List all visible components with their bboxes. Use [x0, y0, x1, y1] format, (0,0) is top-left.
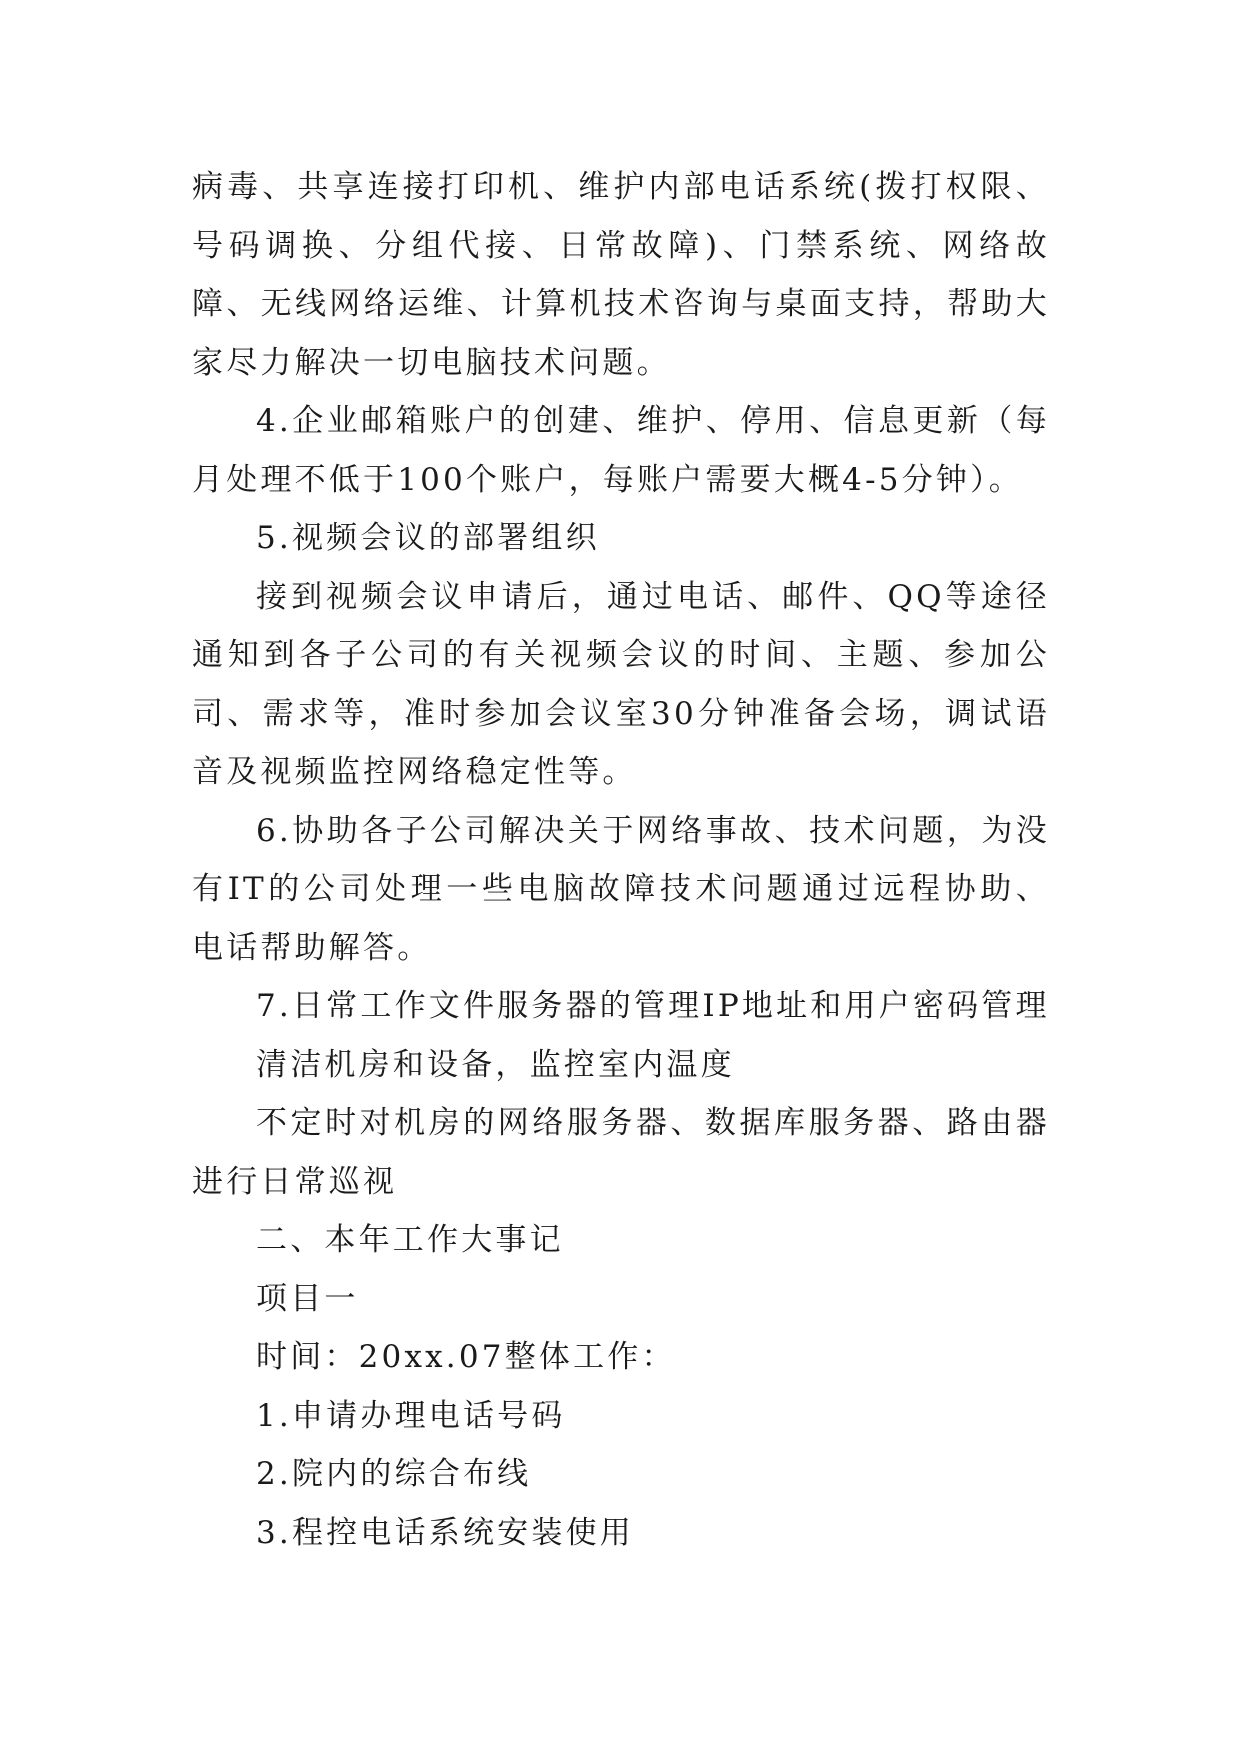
paragraph-item-5-video-conference: 5.视频会议的部署组织 [256, 520, 600, 556]
paragraph-item-4-email-accounts: 4.企业邮箱账户的创建、维护、停用、信息更新（每月处理不低于100个账户，每账户需要大概4-5分钟）。 [192, 403, 1050, 498]
paragraph-patrol-servers: 不定时对机房的网络服务器、数据库服务器、路由器进行日常巡视 [192, 1105, 1050, 1200]
task-item-2: 2.院内的综合布线 [256, 1456, 532, 1492]
paragraph-clean-server-room: 清洁机房和设备，监控室内温度 [256, 1046, 735, 1083]
task-item-1: 1.申请办理电话号码 [256, 1397, 566, 1434]
project-time: 时间：20xx.07整体工作： [256, 1339, 676, 1375]
document-body [192, 158, 1050, 1562]
paragraph-video-conference-detail: 接到视频会议申请后，通过电话、邮件、QQ等途径通知到各子公司的有关视频会议的时间、主题、参加公司、需求等，准时参加会议室30分钟准备会场，调试语音及视频监控网络稳定性等。 [192, 578, 1050, 790]
paragraph-item-7-file-server: 7.日常工作文件服务器的管理IP地址和用户密码管理 [256, 988, 1050, 1024]
paragraph-services-continued: 病毒、共享连接打印机、维护内部电话系统(拨打权限、号码调换、分组代接、日常故障)、门禁系统、网络故障、无线网络运维、计算机技术咨询与桌面支持，帮助大家尽力解决一切电脑技术问题。 [192, 169, 1050, 381]
section-heading-yearly-events: 二、本年工作大事记 [256, 1222, 564, 1258]
paragraph-item-6-support: 6.协助各子公司解决关于网络事故、技术问题，为没有IT的公司处理一些电脑故障技术问题通过远程协助、电话帮助解答。 [192, 812, 1050, 966]
task-item-3: 3.程控电话系统安装使用 [256, 1514, 634, 1551]
project-title: 项目一 [256, 1280, 359, 1317]
